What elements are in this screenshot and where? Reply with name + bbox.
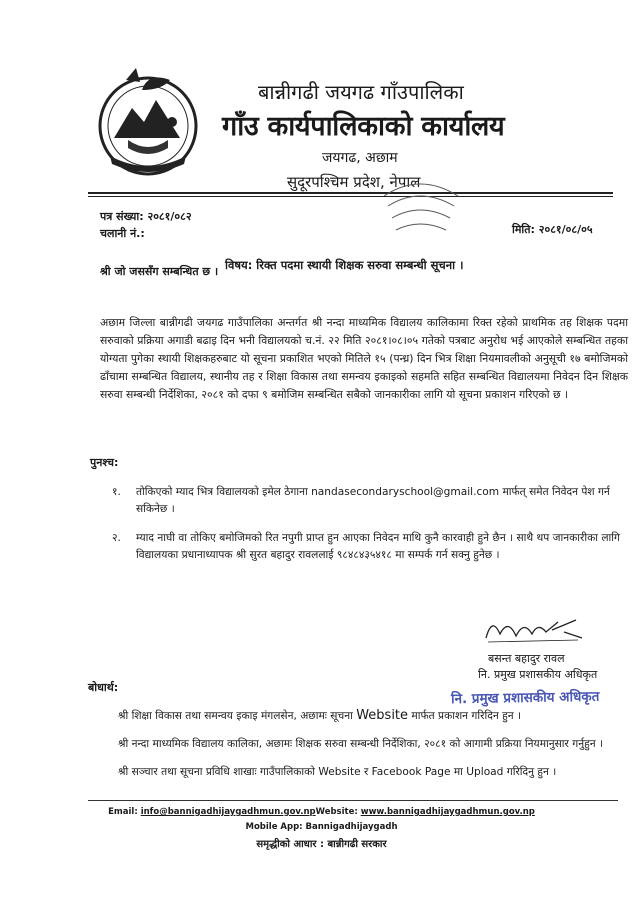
letter-date: मिति: २०८१/०८/०५ — [512, 223, 593, 236]
signatory-name: बसन्त बहादुर रावल — [488, 652, 565, 665]
item-number: २. — [112, 532, 121, 544]
letter-number: पत्र संख्या: २०८१/०८२ — [100, 210, 192, 223]
dispatch-number: चलानी नं.: — [100, 227, 145, 240]
signatory-title: नि. प्रमुख प्रशासकीय अधिकृत — [478, 668, 598, 681]
item-text: तोकिएको म्याद भित्र विद्यालयको इमेल ठेगाना nandasecondaryschool@gmail.com मार्फत् समेत निवेदन पेश गर्न सकिनेछ । — [136, 486, 610, 515]
office-name: गाँउ कार्यपालिकाको कार्यालय — [222, 111, 505, 142]
footer-slogan: समृद्धीको आधार : बान्नीगढी सरकार — [256, 839, 387, 850]
website-label: Website: — [315, 807, 358, 817]
cc-item-website: Website — [356, 708, 409, 723]
officer-stamp: नि. प्रमुख प्रशासकीय अधिकृत — [450, 688, 600, 708]
postscript-item — [112, 530, 622, 564]
municipality-name: बान्नीगढी जयगढ गाँउपालिका — [258, 80, 464, 104]
salutation: श्री जो जससँग सम्बन्धित छ । — [100, 265, 219, 278]
office-seal-icon — [374, 176, 466, 240]
cc-item: श्री सञ्चार तथा सूचना प्रविधि शाखाः गाउँपालिकाको Website र Facebook Page मा Upload गरिदिनु हुन । — [118, 766, 557, 778]
email-label: Email: — [108, 807, 138, 817]
postscript-item — [112, 484, 622, 518]
cc-item-text: श्री शिक्षा विकास तथा समन्वय इकाइ मंगलसेन, अछामः सूचना — [118, 710, 353, 722]
office-province: सुदूरपश्चिम प्रदेश, नेपाल — [287, 173, 421, 191]
cc-item: श्री नन्दा माध्यमिक विद्यालय कालिका, अछामः शिक्षक सरुवा सम्बन्धी निर्देशिका, २०८१ को आगामी प्रक्रिया नियमानुसार गर्नुहुन । — [118, 738, 603, 750]
cc-item-text-end: मार्फत प्रकाशन गरिदिन हुन । — [411, 710, 521, 722]
postscript-label: पुनश्च: — [90, 456, 119, 469]
footer-app: Mobile App: Bannigadhijaygadh — [245, 822, 398, 832]
office-location: जयगढ, अछाम — [322, 150, 398, 166]
item-number: १. — [112, 486, 121, 498]
footer-divider — [88, 800, 618, 801]
email-link[interactable]: info@bannigadhijaygadhmun.gov.np — [140, 807, 316, 817]
item-text: म्याद नाघी वा तोकिए बमोजिमको रित नपुगी प्राप्त हुन आएका निवेदन माथि कुनै कारवाही हुने छैन । साथै थप जानकारीका लागि विद्यालयका प्रधानाध्यापक श्री सुरत बहादुर रावललाई ९८४८४३५४१८ मा सम्पर्क गर्न सक्नु हुनेछ । — [136, 532, 620, 561]
cc-item — [118, 707, 618, 725]
header-divider — [88, 192, 613, 194]
notice-body: अछाम जिल्ला बान्नीगढी जयगढ गाउँपालिका अन्तर्गत श्री नन्दा माध्यमिक विद्यालय कालिकामा रिक्त रहेको प्राथमिक तह शिक्षक पदमा सरुवाको प्रक्रिया अगाडी बढाइ दिन भनी विद्यालयको च.नं. २२ मिति २०८१।०८।०५ गतेको पत्रबाट अनुरोध भई आएकोले सम्बन्धित तहका योग्यता पुगेका स्थायी शिक्षकहरुबाट यो सूचना प्रकाशित भएको मितिले १५ (पन्ध्र) दिन भित्र शिक्षा नियमावलीको अनुसूची १७ बमोजिमको ढाँचामा सम्बन्धित विद्यालय, स्थानीय तह र शिक्षा विकास तथा समन्वय इकाइको सहमति सहित सम्बन्धित विद्यालयमा निवेदन दिन शिक्षक सरुवा सम्बन्धी निर्देशिका, २०८१ को दफा ९ बमोजिम सम्बन्धित सबैको जानकारीका लागि यो सूचना प्रकाशन गरिएको छ । — [100, 316, 628, 401]
footer-contact — [0, 807, 643, 817]
website-link[interactable]: www.bannigadhijaygadhmun.gov.np — [360, 807, 535, 817]
signature-icon — [478, 608, 588, 648]
header-divider-thin — [88, 196, 613, 197]
subject-line: विषय: रिक्त पदमा स्थायी शिक्षक सरुवा सम्बन्धी सूचना । — [225, 258, 464, 272]
nepal-emblem-icon — [88, 60, 208, 180]
cc-label: बोधार्थ: — [88, 681, 119, 694]
